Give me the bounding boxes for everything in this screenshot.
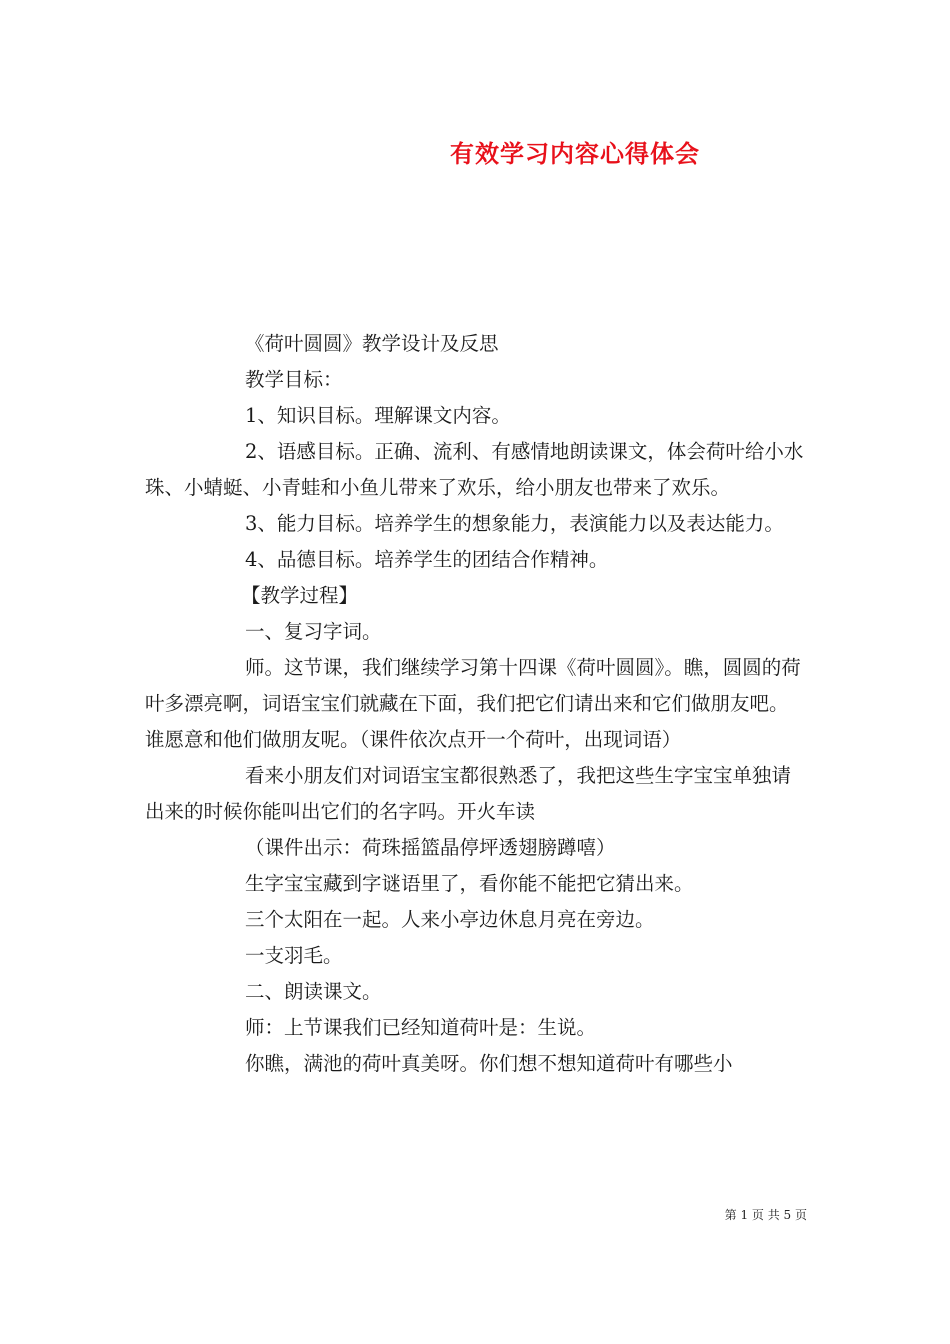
paragraph: 《荷叶圆圆》教学设计及反思 [245,332,499,355]
paragraph: 生字宝宝藏到字谜语里了，看你能不能把它猜出来。 [245,872,694,895]
paragraph: 你瞧，满池的荷叶真美呀。你们想不想知道荷叶有哪些小 [245,1052,733,1075]
paragraph: （课件出示：荷珠摇篮晶停坪透翅膀蹲嘻） [245,836,616,859]
paragraph: 二、朗读课文。 [245,980,382,1003]
document-body [145,326,807,1082]
paragraph: 3、能力目标。培养学生的想象能力，表演能力以及表达能力。 [245,512,784,535]
page-number-footer: 第 1 页 共 5 页 [724,1208,807,1222]
paragraph: 2、语感目标。正确、流利、有感情地朗读课文，体会荷叶给小水珠、小蜻蜓、小青蛙和小鱼儿带来了欢乐，给小朋友也带来了欢乐。 [145,440,804,499]
paragraph: 师。这节课，我们继续学习第十四课《荷叶圆圆》。瞧，圆圆的荷叶多漂亮啊，词语宝宝们就藏在下面，我们把它们请出来和它们做朋友吧。谁愿意和他们做朋友呢。（课件依次点开一个荷叶，出现词语） [145,656,801,751]
paragraph: 【教学过程】 [241,584,359,607]
paragraph: 4、品德目标。培养学生的团结合作精神。 [245,548,609,571]
paragraph: 教学目标： [245,368,343,391]
paragraph: 一、复习字词。 [245,620,382,643]
document-title: 有效学习内容心得体会 [450,140,700,168]
paragraph: 师：上节课我们已经知道荷叶是：生说。 [245,1016,597,1039]
paragraph: 看来小朋友们对词语宝宝都很熟悉了，我把这些生字宝宝单独请出来的时候你能叫出它们的名字吗。开火车读 [145,764,792,823]
paragraph: 一支羽毛。 [245,944,343,967]
paragraph: 三个太阳在一起。人来小亭边休息月亮在旁边。 [245,908,655,931]
paragraph: 1、知识目标。理解课文内容。 [245,404,511,427]
